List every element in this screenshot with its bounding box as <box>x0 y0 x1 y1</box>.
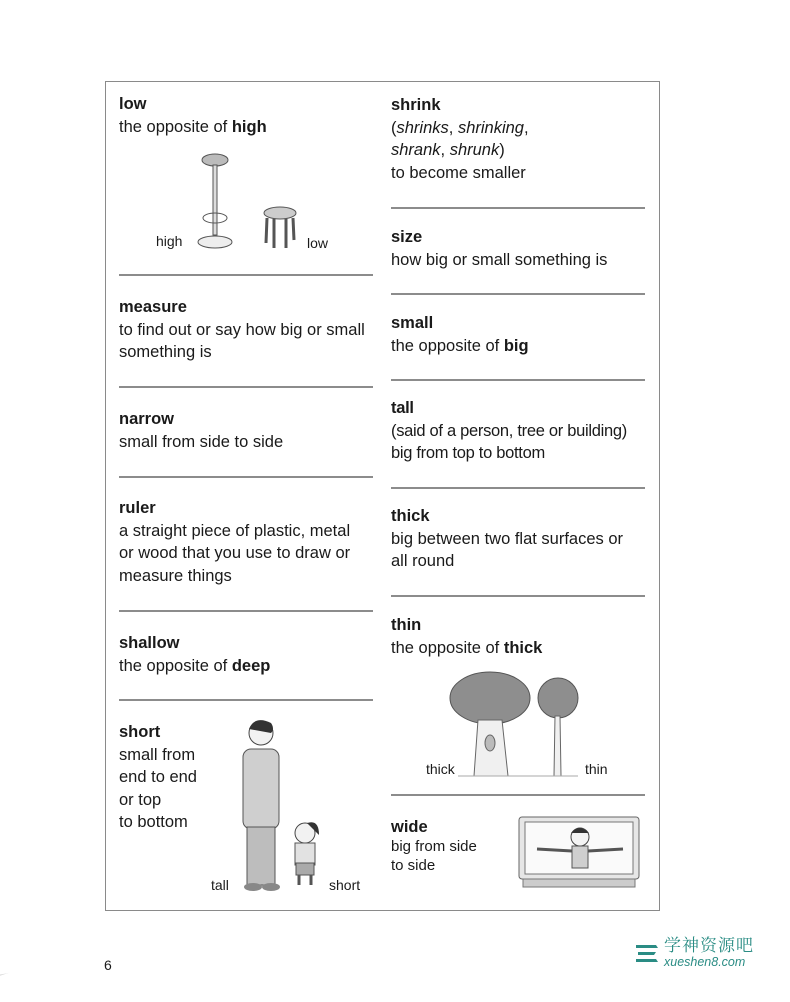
headword: short <box>119 723 161 741</box>
definition-line: to bottom <box>119 813 188 831</box>
entry-tall <box>391 397 661 465</box>
entry-short <box>119 721 229 834</box>
caption-thick: thick <box>426 761 455 777</box>
divider <box>119 476 373 478</box>
headword: shrink <box>391 96 441 114</box>
watermark-chinese: 学神资源吧 <box>664 936 754 955</box>
divider <box>119 274 373 276</box>
definition: the opposite of deep <box>119 656 271 675</box>
divider <box>119 386 373 388</box>
watermark-logo <box>634 937 754 969</box>
definition: the opposite of big <box>391 336 529 355</box>
definition: to find out or say how big or small something is <box>119 320 365 361</box>
divider <box>391 379 645 381</box>
caption-tall: tall <box>211 877 229 893</box>
definition: a straight piece of plastic, metal or wood that you use to draw or measure things <box>119 521 351 585</box>
entry-size <box>391 226 645 271</box>
entry-ruler <box>119 497 369 587</box>
divider <box>119 610 373 612</box>
man-and-child-icon <box>235 715 345 895</box>
divider <box>391 595 645 597</box>
entry-narrow <box>119 408 373 453</box>
page-number: 6 <box>104 957 112 973</box>
stools-icon <box>190 148 310 258</box>
headword: thick <box>391 507 430 525</box>
definition-line: big from side <box>391 838 477 855</box>
definition-line: end to end <box>119 768 197 786</box>
tv-boy-icon <box>517 813 643 891</box>
divider <box>391 487 645 489</box>
watermark-site: xueshen8.com <box>664 955 746 969</box>
entry-measure <box>119 296 373 364</box>
entry-wide <box>391 817 511 875</box>
headword: wide <box>391 818 428 836</box>
headword: shallow <box>119 634 180 652</box>
headword: low <box>119 95 147 113</box>
entry-thin <box>391 614 645 659</box>
caption-short: short <box>329 877 361 893</box>
trees-icon <box>448 668 588 783</box>
caption-high: high <box>156 233 183 249</box>
headword: small <box>391 314 434 332</box>
entry-low <box>119 93 373 138</box>
caption-thin: thin <box>585 761 608 777</box>
definition: the opposite of high <box>119 117 267 136</box>
entry-shallow <box>119 632 373 677</box>
headword: size <box>391 228 423 246</box>
headword: measure <box>119 298 187 316</box>
definition: the opposite of thick <box>391 638 543 657</box>
books-icon <box>634 941 660 965</box>
word-forms: (shrinks, shrinking, shrank, shrunk) <box>391 118 529 159</box>
definition-line: small from <box>119 745 196 764</box>
definition: big between two flat surfaces or all round <box>391 529 624 570</box>
definition: how big or small something is <box>391 250 608 269</box>
definition: to become smaller <box>391 163 526 182</box>
headword: ruler <box>119 499 156 517</box>
divider <box>391 207 645 209</box>
definition: big from top to bottom <box>391 444 545 462</box>
entry-shrink <box>391 94 645 184</box>
definition-line: or top <box>119 790 162 809</box>
entry-small <box>391 312 645 357</box>
entry-thick <box>391 505 631 573</box>
caption-low: low <box>307 235 329 251</box>
divider <box>391 293 645 295</box>
headword: narrow <box>119 410 175 428</box>
divider <box>391 794 645 796</box>
definition-line: to side <box>391 857 436 874</box>
headword: thin <box>391 616 422 634</box>
note: (said of a person, tree or building) <box>391 421 627 440</box>
headword: tall <box>391 399 414 417</box>
divider <box>119 699 373 701</box>
definition: small from side to side <box>119 432 284 451</box>
